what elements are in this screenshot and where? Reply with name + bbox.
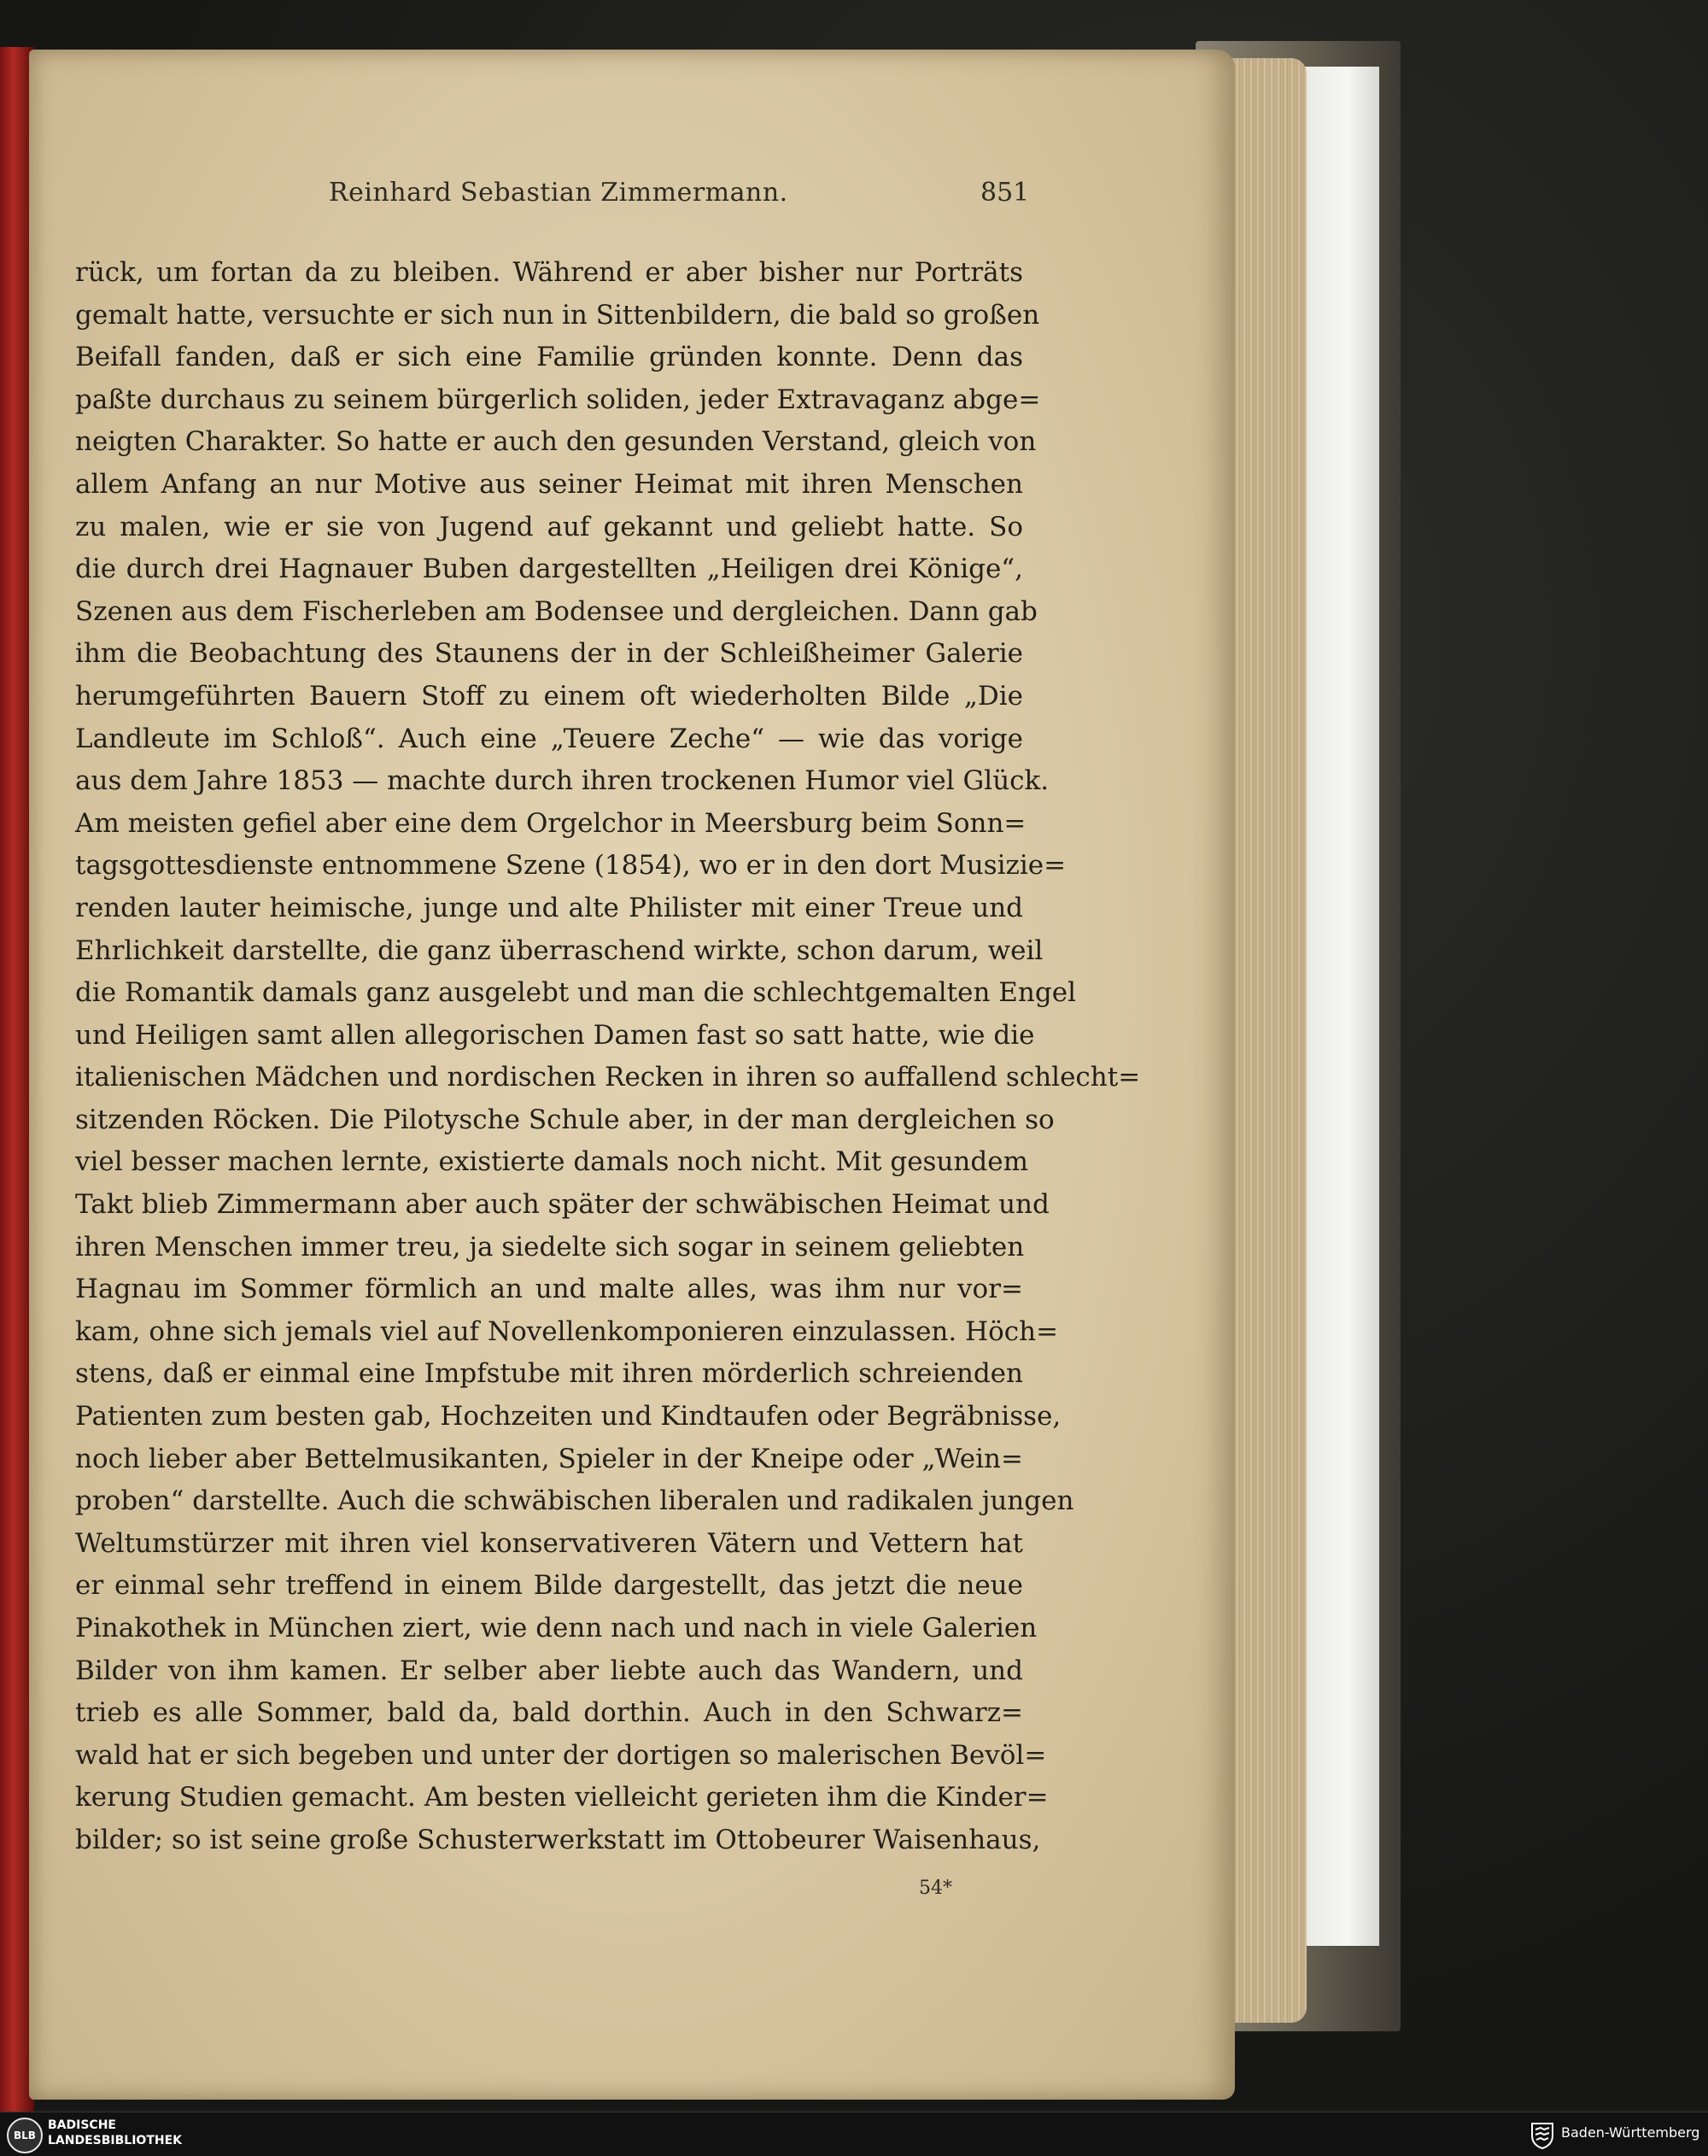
text-line: noch lieber aber Bettelmusikanten, Spieler in der Kneipe oder „Wein= <box>75 1443 1023 1474</box>
text-line: renden lauter heimische, junge und alte Philister mit einer Treue und <box>75 892 1023 923</box>
library-name-line-1: BADISCHE <box>48 2118 116 2132</box>
text-line: ihm die Beobachtung des Staunens der in der Schleißheimer Galerie <box>75 638 1023 670</box>
running-head: Reinhard Sebastian Zimmermann. <box>329 178 788 208</box>
text-line: Szenen aus dem Fischerleben am Bodensee und dergleichen. Dann gab <box>75 595 1038 627</box>
inserted-white-sheet <box>1298 67 1379 1946</box>
text-line: gemalt hatte, versuchte er sich nun in Sittenbildern, die bald so großen <box>75 299 1040 331</box>
text-line: neigten Charakter. So hatte er auch den gesunden Verstand, gleich von <box>75 426 1037 458</box>
blb-logo-icon[interactable]: BLB <box>7 2118 43 2153</box>
text-line: tagsgottesdienste entnommene Szene (1854), wo er in den dort Musizie= <box>75 850 1067 882</box>
text-line: trieb es alle Sommer, bald da, bald dorthin. Auch in den Schwarz= <box>75 1697 1023 1729</box>
page-number: 851 <box>980 178 1030 208</box>
text-line: ihren Menschen immer treu, ja siedelte sich sogar in seinem geliebten <box>75 1231 1025 1263</box>
text-line: Takt blieb Zimmermann aber auch später der schwäbischen Heimat und <box>75 1189 1050 1221</box>
text-line: proben“ darstellte. Auch die schwäbischen liberalen und radikalen jungen <box>75 1485 1074 1517</box>
text-line: sitzenden Röcken. Die Pilotysche Schule aber, in der man dergleichen so <box>75 1104 1055 1135</box>
text-line: er einmal sehr treffend in einem Bilde dargestellt, das jetzt die neue <box>75 1570 1023 1602</box>
text-line: stens, daß er einmal eine Impfstube mit ihren mörderlich schreienden <box>75 1358 1023 1390</box>
library-name[interactable] <box>48 2118 182 2148</box>
viewer-footer-bar <box>0 2112 1708 2156</box>
text-line: zu malen, wie er sie von Jugend auf gekannt und geliebt hatte. So <box>75 511 1023 542</box>
body-text <box>75 252 1141 1862</box>
text-line: italienischen Mädchen und nordischen Recken in ihren so auffallend schlecht= <box>75 1062 1141 1093</box>
text-line: aus dem Jahre 1853 — machte durch ihren trockenen Humor viel Glück. <box>75 765 1050 797</box>
text-line: viel besser machen lernte, existierte damals noch nicht. Mit gesundem <box>75 1146 1028 1178</box>
text-line: Pinakothek in München ziert, wie denn nach und nach in viele Galerien <box>75 1613 1038 1643</box>
text-line: kerung Studien gemacht. Am besten vielleicht gerieten ihm die Kinder= <box>75 1782 1049 1813</box>
text-line: Beifall fanden, daß er sich eine Familie gründen konnte. Denn das <box>75 342 1023 373</box>
text-line: paßte durchaus zu seinem bürgerlich soliden, jeder Extravaganz abge= <box>75 384 1041 415</box>
text-line: wald hat er sich begeben und unter der dortigen so malerischen Bevöl= <box>75 1739 1047 1771</box>
text-line: die Romantik damals ganz ausgelebt und man die schlechtgemalten Engel <box>75 977 1077 1009</box>
text-line: herumgeführten Bauern Stoff zu einem oft wiederholten Bilde „Die <box>75 680 1023 712</box>
text-line: rück, um fortan da zu bleiben. Während er aber bisher nur Porträts <box>75 257 1023 288</box>
text-line: Am meisten gefiel aber eine dem Orgelchor in Meersburg beim Sonn= <box>75 807 1027 839</box>
text-line: allem Anfang an nur Motive aus seiner Heimat mit ihren Menschen <box>75 468 1023 500</box>
text-line: Ehrlichkeit darstellte, die ganz überraschend wirkte, schon darum, weil <box>75 934 1044 966</box>
text-line: Landleute im Schloß“. Auch eine „Teuere Zeche“ — wie das vorige <box>75 723 1023 754</box>
text-line: Bilder von ihm kamen. Er selber aber liebte auch das Wandern, und <box>75 1655 1023 1686</box>
library-name-line-2: LANDESBIBLIOTHEK <box>48 2134 183 2147</box>
text-line: Patienten zum besten gab, Hochzeiten und Kindtaufen oder Begräbnisse, <box>75 1401 1062 1432</box>
state-name[interactable]: Baden-Württemberg <box>1561 2124 1700 2141</box>
text-line: Weltumstürzer mit ihren viel konservativeren Vätern und Vettern hat <box>75 1527 1023 1559</box>
text-line: die durch drei Hagnauer Buben dargestellten „Heiligen drei Könige“, <box>75 554 1023 585</box>
state-coat-of-arms-icon[interactable] <box>1530 2120 1554 2149</box>
text-line: kam, ohne sich jemals viel auf Novellenkomponieren einzulassen. Höch= <box>75 1315 1059 1347</box>
text-line: bilder; so ist seine große Schusterwerkstatt im Ottobeurer Waisenhaus, <box>75 1824 1041 1855</box>
text-line: Hagnau im Sommer förmlich an und malte alles, was ihm nur vor= <box>75 1274 1023 1305</box>
signature-mark: 54* <box>919 1878 952 1899</box>
text-line: und Heiligen samt allen allegorischen Damen fast so satt hatte, wie die <box>75 1019 1035 1051</box>
